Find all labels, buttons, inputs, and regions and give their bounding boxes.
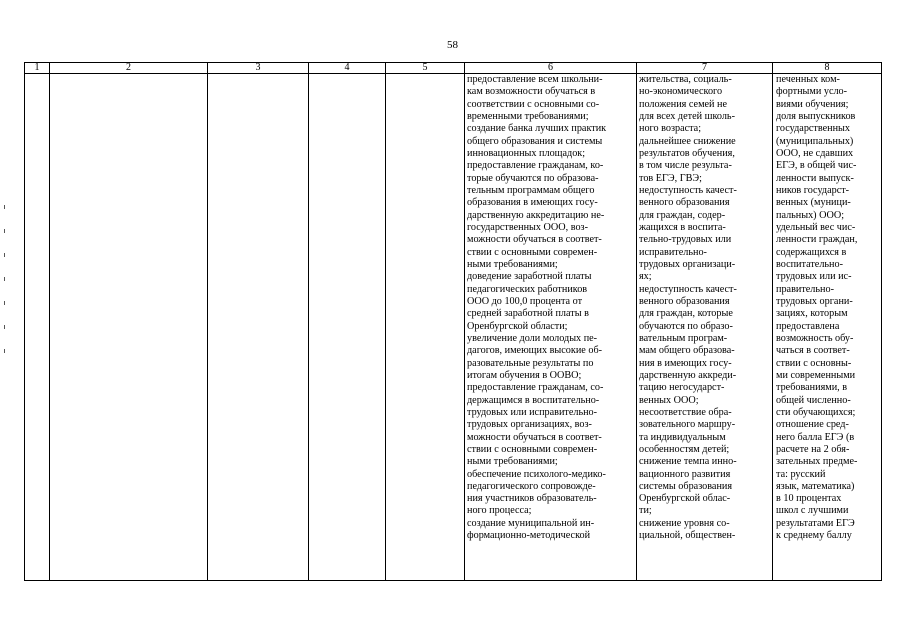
cell-text-line: чаться в соответ- [776,345,850,357]
cell-text-line: увеличение доли молодых пе- [467,332,598,344]
table-border-left [24,62,25,581]
cell-text-line: воспитательно- [776,258,843,270]
cell-text-line: венных (муници- [776,197,851,209]
cell-text-line: ствии с основными современ- [467,443,598,455]
cell-text-line: для всех детей школь- [639,110,735,122]
table-border-right [881,62,882,581]
cell-text-line: общего образования и системы [467,135,603,147]
column-divider [636,62,637,581]
cell-text-line: но-экономического [639,86,723,98]
cell-text-line: государственных [776,123,850,135]
cell-text-line: ными требованиями; [467,456,558,468]
cell-text-line: педагогического сопровожде- [467,480,596,492]
cell-text-line: можности обучаться в соответ- [467,431,602,443]
cell-text-line: ми современными [776,369,856,381]
cell-text-line: жительства, социаль- [639,74,732,85]
cell-text-line: та: русский [776,468,826,480]
cell-text-line: расчете на 2 обя- [776,443,850,455]
cell-text-line: ленности граждан, [776,234,858,246]
cell-text-line: ЕГЭ, в общей чис- [776,160,857,172]
cell-text-line: соответствии с основными со- [467,98,600,110]
cell-text-line: ного возраста; [639,123,702,135]
cell-text-line: держащимся в воспитательно- [467,394,600,406]
column-number-3: 3 [255,62,261,73]
cell-text-line: дагогов, имеющих высокие об- [467,345,603,357]
cell-text-line: ния участников образователь- [467,493,597,505]
column-number-7: 7 [702,62,707,73]
cell-text-line: (муниципальных) [776,135,854,147]
cell-text-line: дальнейшее снижение [639,135,736,147]
cell-text-line: педагогических работников [467,283,588,295]
column-number-4: 4 [344,62,350,73]
cell-text-line: средней заработной платы в [467,308,589,320]
cell-text-line: особенностям детей; [639,443,730,455]
cell-text-line: ленности выпуск- [776,172,854,184]
cell-col7-risks [639,74,771,542]
cell-text-line: зациях, которым [776,308,848,320]
column-number-2: 2 [126,62,131,73]
cell-text-line: ях; [639,271,652,283]
cell-text-line: предоставлена [776,320,840,332]
cell-text-line: можности обучаться в соответ- [467,234,602,246]
cell-text-line: ООО, не сдавших [776,147,854,159]
column-number-5: 5 [422,62,428,73]
cell-text-line: снижение темпа инно- [639,456,737,468]
cell-text-line: ствии с основными современ- [467,246,598,258]
cell-text-line: тацию негосударст- [639,382,725,394]
cell-text-line: трудовых органи- [776,295,853,307]
column-divider [49,62,50,581]
cell-col6-measures [467,74,629,542]
cell-text-line: трудовых организаци- [639,258,736,270]
cell-text-line: формационно-методической [467,530,591,542]
scan-margin-marks [4,205,7,373]
cell-text-line: системы образования [639,480,733,492]
cell-text-line: школ с лучшими [776,505,849,517]
cell-text-line: дарственную аккреди- [639,369,737,381]
cell-text-line: трудовых или исправительно- [467,406,598,418]
cell-text-line: венных ООО; [639,394,699,406]
cell-text-line: итогам обучения в ООВО; [467,369,582,381]
cell-text-line: отношение сред- [776,419,849,431]
page-number: 58 [447,39,458,51]
cell-text-line: вационного развития [639,468,731,480]
column-divider [772,62,773,581]
cell-text-line: ООО до 100,0 процента от [467,295,583,307]
cell-text-line: доведение заработной платы [467,271,592,283]
cell-text-line: создание муниципальной ин- [467,517,595,529]
cell-text-line: вательным програм- [639,332,728,344]
cell-text-line: венного образования [639,197,730,209]
cell-text-line: разовательные результаты по [467,357,594,369]
cell-text-line: венного образования [639,295,730,307]
cell-text-line: него балла ЕГЭ (в [776,431,855,443]
cell-text-line: государственных ООО, воз- [467,221,588,233]
column-divider [207,62,208,581]
cell-text-line: содержащихся в [776,246,847,258]
cell-text-line: Оренбургской облас- [639,493,731,505]
cell-text-line: предоставление всем школьни- [467,74,603,85]
cell-text-line: кам возможности обучаться в [467,86,596,98]
cell-text-line: тов ЕГЭ, ГВЭ; [639,172,702,184]
cell-text-line: в том числе результа- [639,160,732,172]
column-number-6: 6 [548,62,553,73]
cell-text-line: пальных) ООО; [776,209,845,221]
cell-text-line: ния в имеющих госу- [639,357,732,369]
column-divider [385,62,386,581]
document-table [24,62,882,581]
cell-text-line: временными требованиями; [467,110,589,122]
cell-text-line: общей численно- [776,394,851,406]
cell-text-line: ного процесса; [467,505,532,517]
cell-text-line: фортными усло- [776,86,848,98]
cell-text-line: для граждан, которые [639,308,733,320]
cell-text-line: создание банка лучших практик [467,123,607,135]
cell-text-line: ти; [639,505,652,517]
cell-text-line: в 10 процентах [776,493,842,505]
cell-text-line: дарственную аккредитацию не- [467,209,605,221]
cell-text-line: торые обучаются по образова- [467,172,599,184]
cell-text-line: недоступность качест- [639,283,737,295]
cell-text-line: тельно-трудовых или [639,234,732,246]
cell-text-line: предоставление гражданам, ко- [467,160,604,172]
cell-text-line: трудовых организациях, воз- [467,419,592,431]
cell-text-line: жащихся в воспита- [639,221,726,233]
column-number-1: 1 [34,62,40,73]
cell-text-line: инновационных площадок; [467,147,586,159]
cell-text-line: зательных предме- [776,456,858,468]
cell-text-line: зовательного маршру- [639,419,736,431]
cell-text-line: ными требованиями; [467,258,558,270]
cell-text-line: тельным программам общего [467,184,595,196]
cell-text-line: удельный вес чис- [776,221,856,233]
table-border-bottom [24,580,882,581]
cell-text-line: результатами ЕГЭ [776,517,855,529]
cell-text-line: сти обучающихся; [776,406,856,418]
cell-text-line: язык, математика) [776,480,855,492]
column-divider [464,62,465,581]
column-number-8: 8 [824,62,830,73]
cell-text-line: та индивидуальным [639,431,726,443]
cell-text-line: правительно- [776,283,834,295]
cell-text-line: требованиями, в [776,382,848,394]
cell-text-line: печенных ком- [776,74,840,85]
cell-text-line: результатов обучения, [639,147,735,159]
cell-text-line: недоступность качест- [639,184,737,196]
cell-text-line: к среднему баллу [776,530,852,542]
cell-text-line: Оренбургской области; [467,320,568,332]
cell-text-line: обучаются по образо- [639,320,733,332]
cell-text-line: положения семей не [639,98,728,110]
cell-text-line: снижение уровня со- [639,517,730,529]
cell-text-line: виями обучения; [776,98,849,110]
cell-text-line: обеспечение психолого-медико- [467,468,606,480]
cell-text-line: трудовых или ис- [776,271,852,283]
cell-text-line: циальной, обществен- [639,530,736,542]
cell-text-line: мам общего образова- [639,345,735,357]
cell-text-line: предоставление гражданам, со- [467,382,604,394]
cell-text-line: образования в имеющих госу- [467,197,598,209]
cell-text-line: ников государст- [776,184,850,196]
cell-text-line: ствии с основны- [776,357,852,369]
cell-text-line: доля выпускников [776,110,856,122]
cell-col8-indicators [776,74,881,542]
cell-text-line: несоответствие обра- [639,406,732,418]
column-divider [308,62,309,581]
cell-text-line: для граждан, содер- [639,209,726,221]
cell-text-line: исправительно- [639,246,707,258]
cell-text-line: возможность обу- [776,332,854,344]
